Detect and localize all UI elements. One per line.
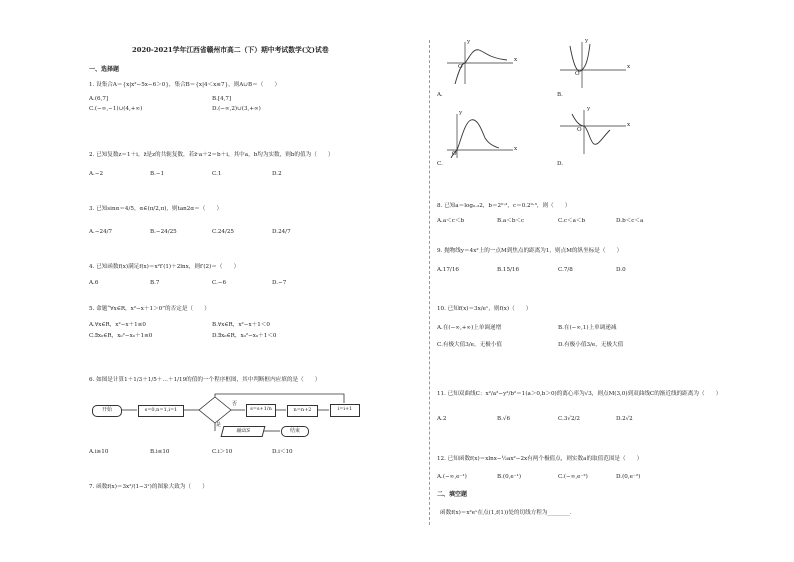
option-c: C.(−∞,−1)∪(4,+∞) bbox=[89, 106, 143, 112]
option-d: D.2 bbox=[272, 171, 282, 177]
option-c: C.1 bbox=[212, 171, 222, 177]
question-stem: 5. 命题“∀x∈R，x²−x＋1＞0”的否定是（ ） bbox=[89, 306, 210, 312]
option-a: A.(−∞,e⁻¹) bbox=[437, 474, 467, 480]
question-stem: 3. 已知sinα＝4/5，α∈(π/2,π)，则tan2α＝（ ） bbox=[89, 206, 223, 212]
option-b: B.−1 bbox=[150, 171, 165, 177]
graph-d-plot bbox=[560, 108, 630, 156]
graph-x-label: x bbox=[627, 64, 631, 70]
option-a: A.−24/7 bbox=[89, 229, 113, 235]
output-box: 输出S bbox=[221, 426, 266, 437]
question-stem: 4. 已知函数f(x)满足f(x)＝x²f′(1)＋2lnx，则f′(2)＝（ ） bbox=[89, 264, 240, 270]
start-box: 开始 bbox=[92, 405, 122, 417]
question-stem: 7. 函数f(x)＝3x²/(1−3ˣ)的图象大致为（ ） bbox=[89, 484, 208, 490]
option-d: D.−7 bbox=[272, 280, 287, 286]
graph-origin-label: O bbox=[577, 127, 582, 133]
option-a: A.6 bbox=[89, 280, 99, 286]
option-c: C.∃x₀∈R，x₀²−x₀＋1≤0 bbox=[89, 333, 153, 339]
question-stem: 2. 已知复数z＝1＋i，z̄是z的共轭复数，若z̄·a＋2＝b＋i，其中a，b均为实数，则b的值为（ ） bbox=[89, 152, 334, 158]
option-c: C.7/8 bbox=[558, 267, 573, 273]
option-a: A.∀x∈R，x²−x＋1≤0 bbox=[89, 322, 146, 328]
option-a: A.在(−∞,+∞)上单调递增 bbox=[437, 325, 502, 331]
option-b: B.15/16 bbox=[497, 267, 520, 273]
option-a: A.2 bbox=[437, 416, 447, 422]
option-c: C.有极大值3/e，无极小值 bbox=[437, 342, 502, 348]
graph-y-label: y bbox=[459, 110, 463, 116]
option-b: B.√6 bbox=[497, 416, 511, 422]
graph-origin-label: O bbox=[575, 71, 580, 77]
option-d: D.有极小值3/e，无极大值 bbox=[558, 342, 624, 348]
option-d: D.i＜10 bbox=[272, 449, 293, 455]
graph-y-label: y bbox=[587, 106, 591, 112]
question-stem: 函数f(x)＝x²eˣ在点(1,f(1))处的切线方程为________. bbox=[440, 510, 572, 516]
option-b: B.∀x∈R，x²−x＋1＜0 bbox=[212, 322, 270, 328]
option-c: C.3√2/2 bbox=[558, 416, 580, 422]
graph-a-plot bbox=[447, 40, 517, 85]
graph-origin-label: O bbox=[458, 64, 463, 70]
option-d: D.b＜c＜a bbox=[616, 218, 644, 224]
option-c: C.−6 bbox=[212, 280, 227, 286]
option-c: C. bbox=[437, 161, 443, 167]
page-title: 2020-2021学年江西省赣州市高二（下）期中考试数学(文)试卷 bbox=[132, 46, 329, 54]
branch-label-yes: 否 bbox=[232, 401, 238, 407]
option-c: C.c＜a＜b bbox=[558, 218, 586, 224]
option-a: A.−2 bbox=[89, 171, 104, 177]
option-a: A. bbox=[437, 92, 443, 98]
decision-diamond bbox=[199, 397, 231, 423]
end-box: 结束 bbox=[281, 426, 309, 437]
option-b: B.i≤10 bbox=[150, 449, 170, 455]
step-n-box: n=n+2 bbox=[287, 405, 318, 417]
init-box: s=0,n=1,i=1 bbox=[138, 405, 184, 417]
question-stem: 8. 已知a＝log₀.₃2，b＝2⁰·³，c＝0.2⁰·³，则（ ） bbox=[437, 203, 571, 209]
option-a: A.i≥10 bbox=[89, 449, 109, 455]
graph-c-plot bbox=[447, 110, 517, 160]
graph-y-label: y bbox=[467, 39, 471, 45]
option-d: D.∃x₀∈R，x₀²−x₀＋1＜0 bbox=[212, 333, 277, 339]
question-stem: 6. 如图是计算1＋1/3＋1/5＋…＋1/19的值的一个程序框图，其中判断框内应填的是（ ） bbox=[89, 377, 321, 383]
option-d: D.2√2 bbox=[616, 416, 633, 422]
option-b: B.a＜b＜c bbox=[497, 218, 525, 224]
question-stem: 9. 抛物线y＝4x²上的一点M到焦点的距离为1，则点M的纵坐标是（ ） bbox=[437, 248, 623, 254]
option-b: B.7 bbox=[150, 280, 160, 286]
option-d: D.(0,e⁻²) bbox=[616, 474, 641, 480]
option-a: A.17/16 bbox=[437, 267, 459, 273]
question-stem: 10. 已知f(x)＝3x/eˣ，则f(x)（ ） bbox=[437, 306, 532, 312]
graph-y-label: y bbox=[585, 38, 589, 44]
option-b: B.(0,e⁻¹) bbox=[497, 474, 522, 480]
branch-label-no: 是 bbox=[216, 422, 222, 428]
graph-x-label: x bbox=[627, 122, 631, 128]
option-d: D.(−∞,2)∪(3,+∞) bbox=[212, 106, 261, 112]
question-stem: 12. 已知函数f(x)＝xlnx−½ax²−2x有两个极值点，则实数a的取值范围是（ ） bbox=[437, 456, 643, 462]
step-sum-box: s=s+1/n bbox=[246, 404, 276, 417]
section-heading: 二、填空题 bbox=[437, 491, 468, 498]
option-d: D.24/7 bbox=[272, 229, 291, 235]
question-stem: 11. 已知双曲线C：x²/a²−y²/b²＝1(a＞0,b＞0)的离心率为√3，则点M(3,0)到双曲线C的渐近线的距离为（ ） bbox=[437, 391, 722, 397]
graph-b-plot bbox=[560, 40, 630, 90]
option-b: B.−24/25 bbox=[150, 229, 177, 235]
option-a: A.(6,7] bbox=[89, 96, 109, 102]
option-c: C.(−∞,e⁻²) bbox=[558, 474, 588, 480]
graph-x-label: x bbox=[514, 146, 518, 152]
option-b: B.在(−∞,1)上单调递减 bbox=[558, 325, 617, 331]
option-c: C.i＞10 bbox=[212, 449, 233, 455]
graph-origin-label: O bbox=[452, 151, 457, 157]
option-c: C.24/25 bbox=[212, 229, 234, 235]
option-d: D. bbox=[557, 161, 564, 167]
graph-x-label: x bbox=[514, 57, 518, 63]
question-stem: 1. 设集合A＝{x|x²−5x−6＞0}，集合B＝{x|4＜x≤7}，则A∪B＝（ ） bbox=[89, 82, 281, 88]
option-d: D.0 bbox=[616, 267, 626, 273]
step-i-box: i=i+1 bbox=[330, 404, 360, 417]
option-a: A.a＜c＜b bbox=[437, 218, 465, 224]
option-b: B. bbox=[557, 92, 563, 98]
option-b: B.[4,7] bbox=[212, 96, 232, 102]
section-heading: 一、选择题 bbox=[89, 66, 120, 73]
